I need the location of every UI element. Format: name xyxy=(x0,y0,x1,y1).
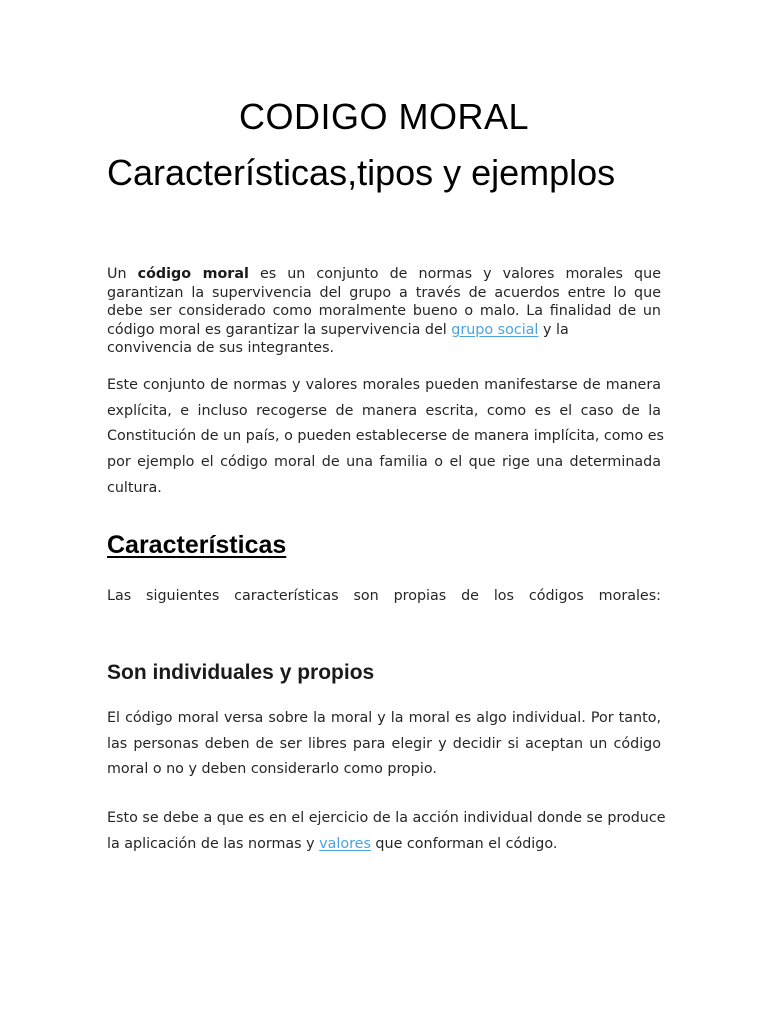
intro-text: Un xyxy=(107,266,138,282)
para4-line-2: las personas deben de ser libres para elegir y decidir si aceptan un código xyxy=(107,735,661,752)
para2-line-3: Constitución de un país, o pueden establecerse de manera implícita, como es xyxy=(107,428,664,445)
subheading-individuales: Son individuales y propios xyxy=(107,661,375,684)
intro-text: código moral es garantizar la supervivencia del xyxy=(107,321,452,338)
intro-text: es un conjunto de normas y valores morales que xyxy=(248,266,661,282)
para2-line-2: explícita, e incluso recogerse de manera escrita, como es el caso de la xyxy=(107,402,661,419)
intro-bold-term: código moral xyxy=(137,266,249,282)
document-title: CODIGO MORAL xyxy=(238,96,530,137)
second-paragraph xyxy=(107,373,664,502)
para5-line-1: Esto se debe a que es en el ejercicio de la acción individual donde se produce xyxy=(107,810,666,826)
intro-text: y la xyxy=(538,321,569,338)
para4-line-3: moral o no y deben considerarlo como propio. xyxy=(107,761,437,778)
intro-line-1 xyxy=(107,265,661,284)
intro-paragraph xyxy=(107,265,661,358)
para4-line-1: El código moral versa sobre la moral y la moral es algo individual. Por tanto, xyxy=(107,710,661,726)
para2-line-5: cultura. xyxy=(107,479,162,496)
intro-line-4 xyxy=(107,321,661,340)
document-page xyxy=(107,0,666,1024)
fourth-paragraph xyxy=(107,706,661,783)
section-intro-paragraph xyxy=(107,585,661,607)
para2-line-4: por ejemplo el código moral de una familia o el que rige una determinada xyxy=(107,454,661,471)
document-subtitle: Características,tipos y ejemplos xyxy=(107,152,616,193)
para2-line-1: Este conjunto de normas y valores morales pueden manifestarse de manera xyxy=(107,377,661,393)
section-heading-caracteristicas: Características xyxy=(107,531,287,559)
para5-text: que conforman el código. xyxy=(370,835,558,852)
fifth-paragraph xyxy=(107,806,666,857)
intro-line-3: debe ser considerado como moralmente bueno o malo. La finalidad de un xyxy=(107,303,661,319)
intro-line-5: convivencia de sus integrantes. xyxy=(107,340,335,356)
section-intro-line: Las siguientes características son propias de los códigos morales: xyxy=(107,588,661,604)
intro-line-2: garantizan la supervivencia del grupo a través de acuerdos entre lo que xyxy=(107,284,661,301)
grupo-social-link[interactable]: grupo social xyxy=(451,321,539,338)
para5-text: la aplicación de las normas y xyxy=(107,835,320,852)
para5-line-2 xyxy=(107,832,661,858)
valores-link[interactable]: valores xyxy=(319,835,371,852)
